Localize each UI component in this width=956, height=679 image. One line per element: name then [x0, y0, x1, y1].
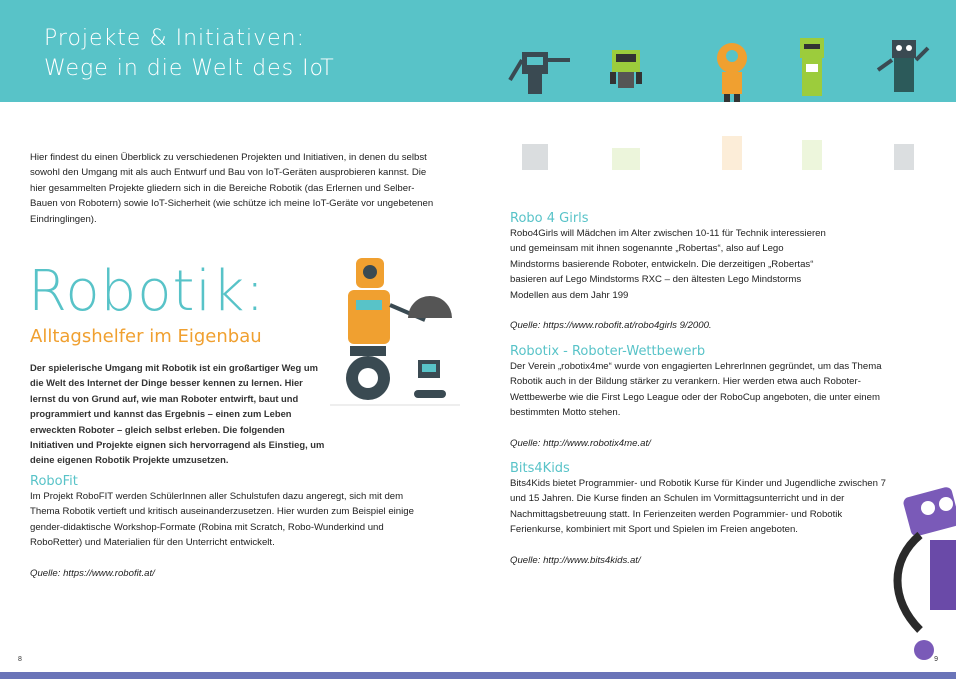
robotix-source-link[interactable]: Quelle: http://www.robotix4me.at/	[510, 437, 651, 449]
header-robots-illustration	[500, 20, 940, 170]
robo4girls-heading: Robo 4 Girls	[510, 211, 589, 226]
robotik-text: Der spielerische Umgang mit Robotik ist ein großartiger Weg um die Welt des Internet der Dinge besser kennen zu lernen. Hier lernst du von Grund auf, wie man Roboter entwirft, baut und programmiert und kannst das Ergebnis – einen zum Leben erweckten Roboter – gleich selbst erleben. Die folgenden Initiativen und Projekte eignen sich hervorragend als Einstieg, um deine eigenen Robotik Projekte umzusetzen.	[30, 362, 325, 466]
robot-icon	[878, 40, 928, 92]
page-number-left: 8	[18, 656, 22, 663]
robot-icon	[610, 50, 642, 88]
robot-icon	[800, 38, 824, 96]
title-line-1: Projekte & Initiativen:	[44, 26, 306, 51]
orange-robot-illustration	[330, 250, 460, 410]
bits4kids-source-link[interactable]: Quelle: http://www.bits4kids.at/	[510, 554, 641, 566]
bits4kids-section	[510, 476, 895, 568]
robotix-heading: Robotix - Roboter-Wettbewerb	[510, 344, 706, 359]
intro-text: Hier findest du einen Überblick zu verschiedenen Projekten und Initiativen, in denen du selbst sowohl den Umgang mit als auch Entwurf und Bau von IoT-Geräten ausprobieren kannst. Die hier gesammelten Projekte gliedern sich in die Bereiche Robotik (das Erlernen und Selber-Bauen von Robotern) sowie IoT-Sicherheit (wie schütze ich meine IoT-Geräte vor ungebetenen Eindringlingen).	[30, 152, 434, 225]
robo4girls-source-link[interactable]: Quelle: https://www.robofit.at/robo4girls 9/2000.	[510, 320, 712, 332]
robotik-subtitle: Alltagshelfer im Eigenbau	[30, 326, 262, 347]
robot-icon	[717, 43, 747, 102]
robo4girls-text: Robo4Girls will Mädchen im Alter zwischen 10-11 für Technik interessieren und gemeinsam mit ihnen sogenannte „Robertas“, also auf Lego Mindstorms basierende Roboter, entwickeln. Die derzeitigen „Robertas“ basieren auf Lego Mindstorms RXC – den ältesten Lego Mindstorms Modellen aus dem Jahr 199	[510, 228, 826, 301]
page-title	[44, 24, 335, 84]
title-line-2: Wege in die Welt des IoT	[44, 56, 335, 81]
bits4kids-heading: Bits4Kids	[510, 461, 570, 476]
robofit-section	[30, 489, 415, 581]
robotix-text: Der Verein „robotix4me“ wurde von engagierten LehrerInnen gegründet, um das Thema Robotik auch in der Bildung stärker zu verankern. Hier werden etwa auch Roboter-Wettbewerbe wie die First Lego League oder der RoboCup angeboten, die unter einem bestimmten Motto stehen.	[510, 361, 882, 419]
bottom-bar	[0, 672, 956, 679]
robo4girls-section	[510, 226, 830, 333]
page-number-right: 9	[934, 656, 938, 663]
bits4kids-text: Bits4Kids bietet Programmier- und Robotik Kurse für Kinder und Jugendliche zwischen 7 und 15 Jahren. Die Kurse finden an Schulen im Vormittagsunterricht und in der Nachmittagsbetreuung statt. In Ferienzeiten werden Pogrammier- und Robotik Ferienkurse, kombiniert mit Sport und Spielen im Freien angeboten.	[510, 478, 886, 536]
robofit-text: Im Projekt RoboFIT werden SchülerInnen aller Schulstufen dazu angeregt, sich mit dem Thema Robotik vertieft und kritisch auseinanderzusetzen. Hier wurden zum Beispiel einige gender-didaktische Workshop-Formate (Robina mit Scratch, Robo-Wunderkind und RoboRetter) und Materialien für den Unterricht entwickelt.	[30, 491, 414, 549]
robotik-heading: Robotik:	[28, 259, 266, 324]
robots-reflection	[522, 136, 914, 170]
robotix-section	[510, 359, 895, 451]
robofit-heading: RoboFit	[30, 474, 78, 489]
robofit-source-link[interactable]: Quelle: https://www.robofit.at/	[30, 567, 155, 579]
purple-robot-illustration	[880, 480, 956, 672]
robot-icon	[510, 52, 570, 94]
